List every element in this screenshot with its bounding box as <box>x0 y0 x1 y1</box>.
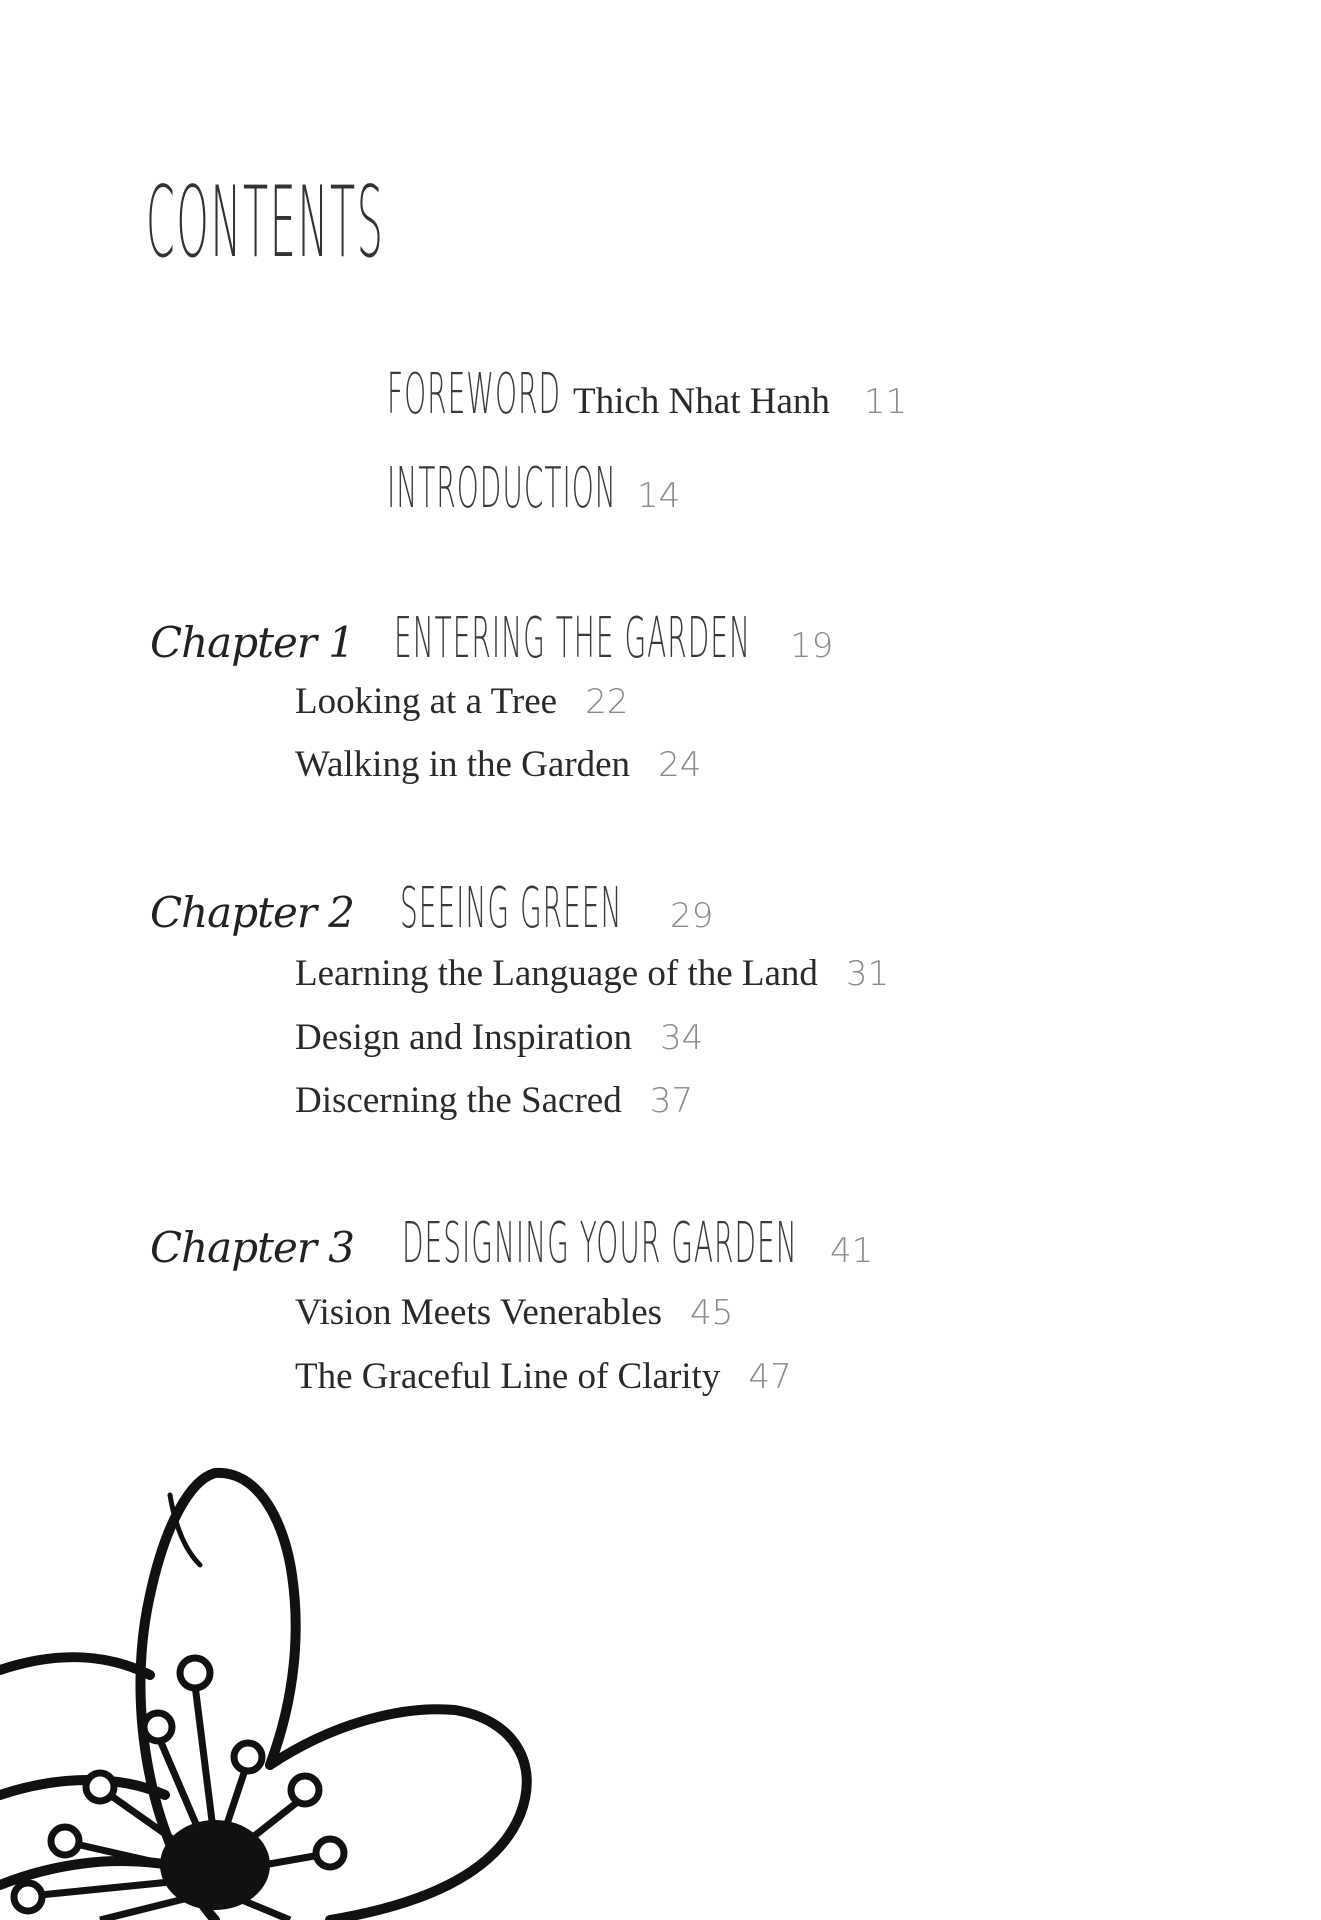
section-2-3-title: Discerning the Sacred <box>295 1080 622 1121</box>
foreword-page: 11 <box>863 382 908 422</box>
foreword-author: Thich Nhat Hanh <box>573 381 830 422</box>
chapter-2-tag: Chapter 2 <box>150 888 354 937</box>
chapter-3-page: 41 <box>830 1231 874 1271</box>
section-3-1-page: 45 <box>690 1293 734 1333</box>
section-1-2-title: Walking in the Garden <box>295 744 631 785</box>
foreword-label: FOREWORD <box>387 362 562 427</box>
section-2-2-title: Design and Inspiration <box>295 1017 633 1058</box>
section-3-2-page: 47 <box>748 1357 792 1397</box>
toc-entry-introduction[interactable] <box>387 456 680 521</box>
section-1-2-page: 24 <box>658 745 702 785</box>
section-3-1-title: Vision Meets Venerables <box>295 1292 663 1333</box>
section-2-1-page: 31 <box>845 954 890 994</box>
section-1-1-page: 22 <box>585 682 629 722</box>
section-1-2[interactable] <box>295 743 701 786</box>
chapter-2-title: SEEING GREEN <box>400 876 623 941</box>
section-1-1-title: Looking at a Tree <box>295 681 558 722</box>
section-2-3-page: 37 <box>649 1081 693 1121</box>
chapter-3-title: DESIGNING YOUR GARDEN <box>402 1211 798 1276</box>
section-3-1[interactable] <box>295 1291 733 1334</box>
chapter-2-page: 29 <box>670 896 714 936</box>
chapter-1-tag: Chapter 1 <box>150 618 354 667</box>
section-2-1[interactable] <box>295 952 889 995</box>
toc-entry-foreword[interactable] <box>387 362 907 427</box>
section-2-3[interactable] <box>295 1079 693 1122</box>
section-2-2[interactable] <box>295 1016 703 1059</box>
introduction-label: INTRODUCTION <box>387 456 617 521</box>
section-2-1-title: Learning the Language of the Land <box>295 953 818 994</box>
section-2-2-page: 34 <box>660 1018 704 1058</box>
page-title: CONTENTS <box>146 166 385 280</box>
flower-icon <box>0 1375 540 1920</box>
chapter-1-page: 19 <box>790 626 834 666</box>
section-1-1[interactable] <box>295 680 628 723</box>
introduction-page: 14 <box>637 476 681 516</box>
section-3-2-title: The Graceful Line of Clarity <box>295 1356 721 1397</box>
chapter-1-heading[interactable] <box>150 606 833 671</box>
chapter-2-heading[interactable] <box>150 876 713 941</box>
chapter-3-heading[interactable] <box>150 1211 873 1276</box>
chapter-3-tag: Chapter 3 <box>150 1223 354 1272</box>
chapter-1-title: ENTERING THE GARDEN <box>394 606 751 671</box>
